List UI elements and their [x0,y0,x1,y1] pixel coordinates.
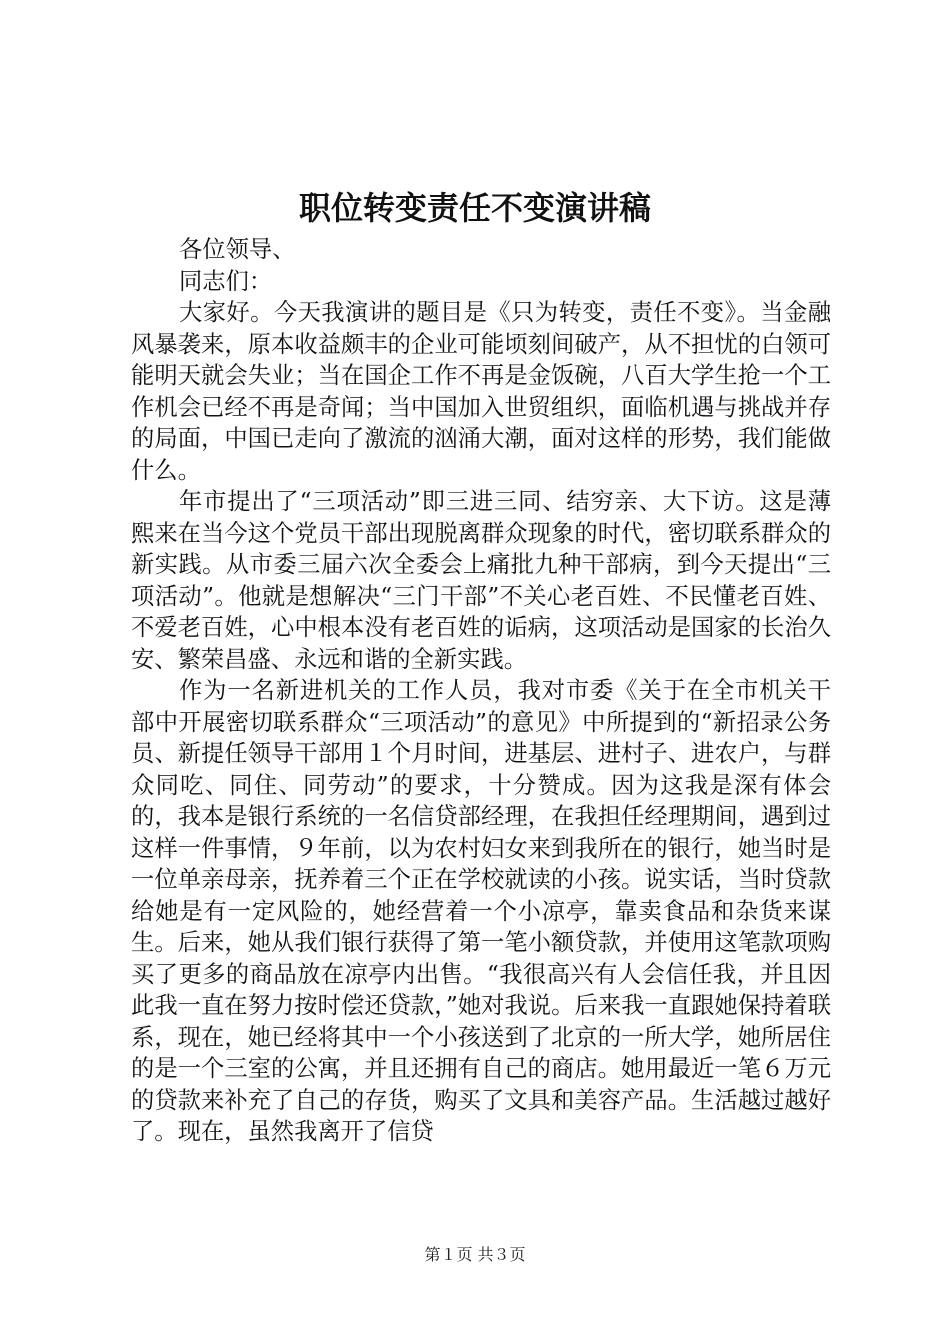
greeting-line: 同志们： [179,267,273,295]
body-paragraph: 作为一名新进机关的工作人员，我对市委《关于在全市机关干部中开展密切联系群众“三项活动”的意见》中所提到的“新招录公务员、新提任领导干部用１个月时间，进基层、进村子、进农户，与群众同吃、同住、同劳动”的要求，十分赞成。因为这我是深有体会的，我本是银行系统的一名信贷部经理，在我担任经理期间，遇到过这样一件事情，９年前，以为农村妇女来到我所在的银行，她当时是一位单亲母亲，抚养着三个正在学校就读的小孩。说实话，当时贷款给她是有一定风险的，她经营着一个小凉亭，靠卖食品和杂货来谋生。后来，她从我们银行获得了第一笔小额贷款，并使用这笔款项购买了更多的商品放在凉亭内出售。“我很高兴有人会信任我，并且因此我一直在努力按时偿还贷款，”她对我说。后来我一直跟她保持着联系，现在，她已经将其中一个小孩送到了北京的一所大学，她所居住的是一个三室的公寓，并且还拥有自己的商店。她用最近一笔６万元的贷款来补充了自己的存货，购买了文具和美容产品。生活越过越好了。现在，虽然我离开了信贷 [131,677,831,1145]
body-paragraph: 大家好。今天我演讲的题目是《只为转变，责任不变》。当金融风暴袭来，原本收益颇丰的企业可能顷刻间破产，从不担忧的白领可能明天就会失业；当在国企工作不再是金饭碗，八百大学生抢一个工作机会已经不再是奇闻；当中国加入世贸组织，面临机遇与挑战并存的局面，中国已走向了激流的汹涌大潮，面对这样的形势，我们能做什么。 [131,299,831,484]
body-paragraph: 年市提出了“三项活动”即三进三同、结穷亲、大下访。这是薄熙来在当今这个党员干部出现脱离群众现象的时代，密切联系群众的新实践。从市委三届六次全委会上痛批九种干部病，到今天提出“三项活动”。他就是想解决“三门干部”不关心老百姓、不民懂老百姓、不爱老百姓，心中根本没有老百姓的诟病，这项活动是国家的长治久安、繁荣昌盛、永远和谐的全新实践。 [131,488,831,673]
document-body [131,234,831,1148]
document-title: 职位转变责任不变演讲稿 [298,189,651,227]
greeting-line: 各位领导、 [179,236,296,263]
page-footer: 第１页 共３页 [424,1245,526,1264]
